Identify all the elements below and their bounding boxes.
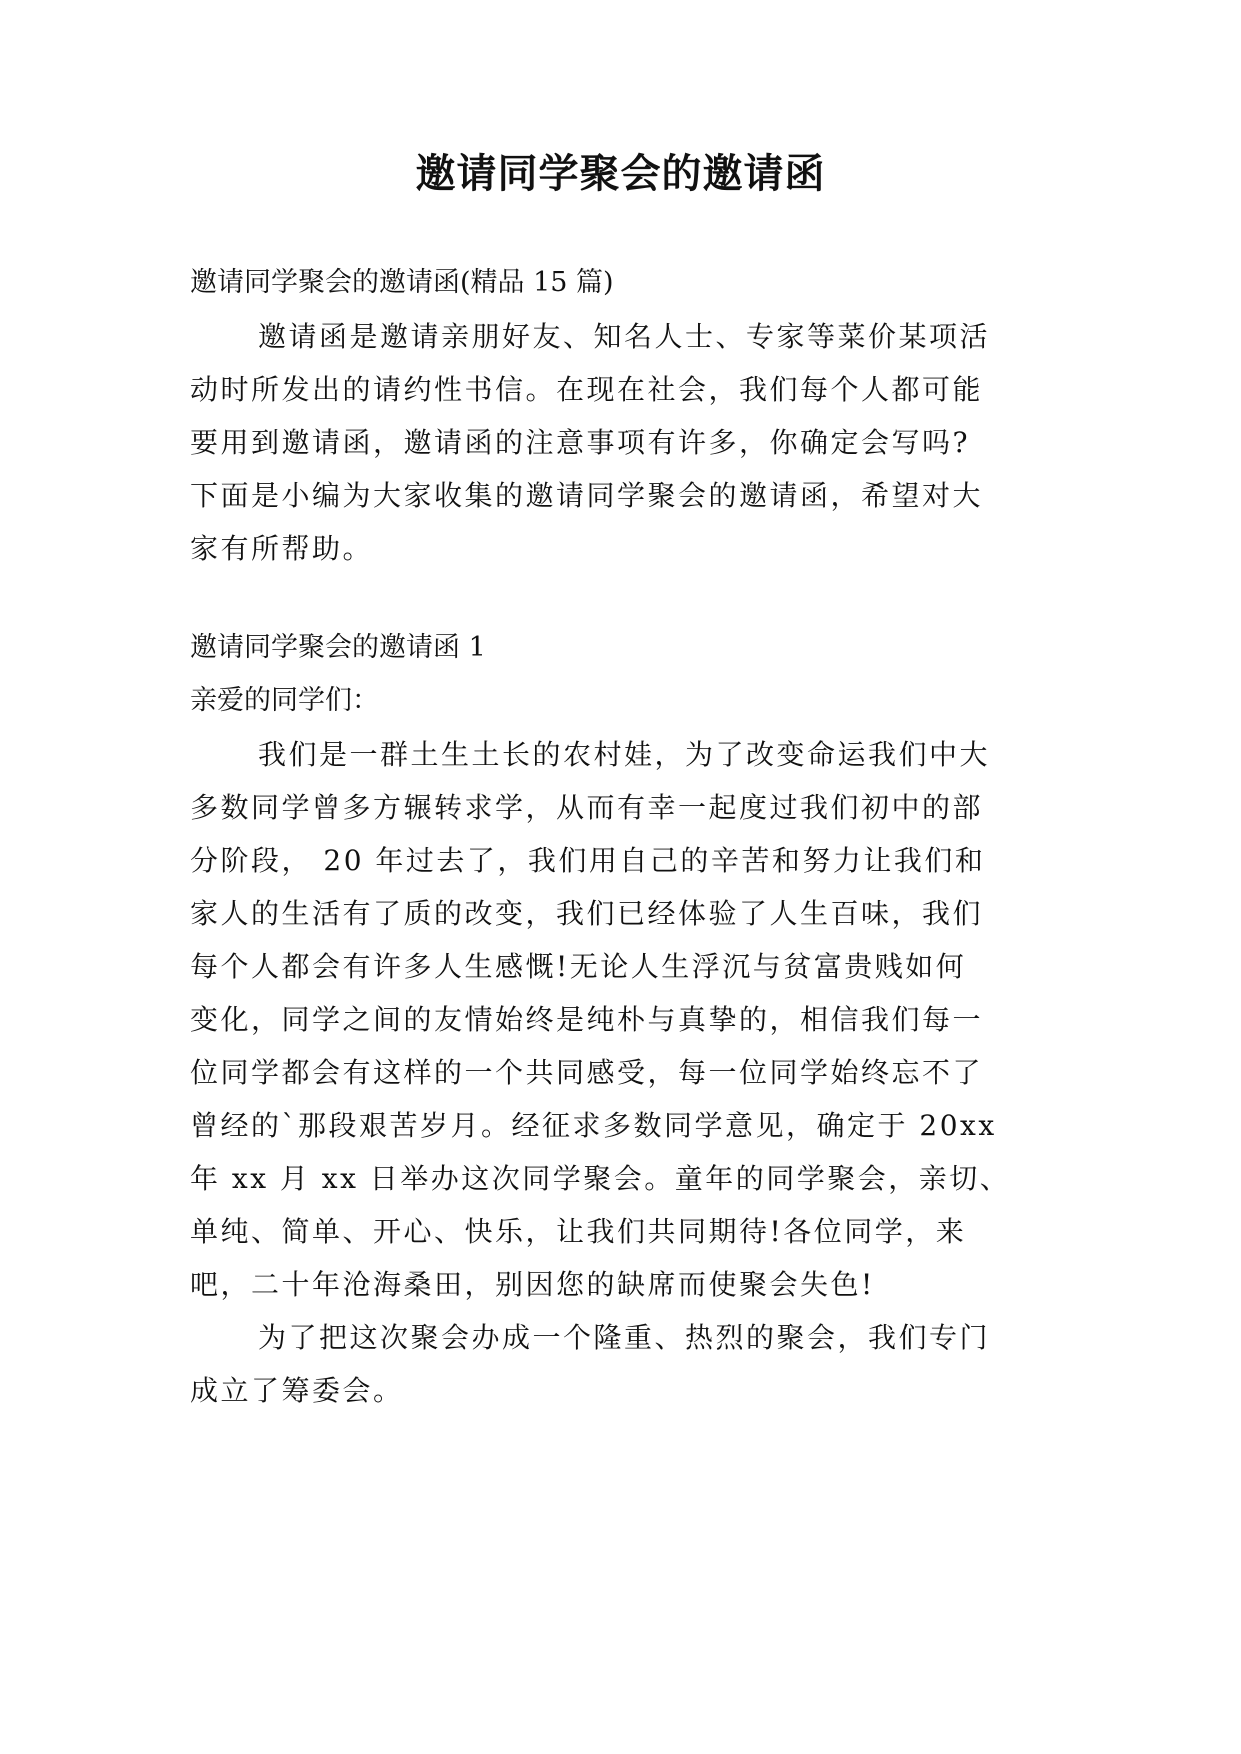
section-heading: 邀请同学聚会的邀请函 1 [190,632,486,663]
intro-paragraph-line: 要用到邀请函，邀请函的注意事项有许多，你确定会写吗? [190,426,971,459]
intro-paragraph-line: 家有所帮助。 [190,532,374,565]
body-paragraph-line: 吧，二十年沧海桑田，别因您的缺席而使聚会失色! [190,1268,875,1301]
body-paragraph-line: 变化，同学之间的友情始终是纯朴与真挚的，相信我们每一 [190,1003,984,1036]
salutation: 亲爱的同学们： [190,685,379,716]
body-paragraph-line: 我们是一群土生土长的农村娃，为了改变命运我们中大 [258,738,991,771]
body-paragraph-line: 每个人都会有许多人生感慨!无论人生浮沉与贫富贵贱如何 [190,950,967,983]
document-title: 邀请同学聚会的邀请函 [415,151,826,197]
body-paragraph-line: 多数同学曾多方辗转求学，从而有幸一起度过我们初中的部 [190,791,984,824]
body-paragraph-line: 曾经的`那段艰苦岁月。经征求多数同学意见，确定于 20xx [190,1109,997,1142]
intro-paragraph-line: 下面是小编为大家收集的邀请同学聚会的邀请函，希望对大 [190,479,984,512]
intro-paragraph-line: 动时所发出的请约性书信。在现在社会，我们每个人都可能 [190,373,984,406]
body-paragraph-line: 家人的生活有了质的改变，我们已经体验了人生百味，我们 [190,897,984,930]
closing-paragraph-line: 成立了筹委会。 [190,1374,404,1407]
body-paragraph-line: 分阶段， 20 年过去了，我们用自己的辛苦和努力让我们和 [190,844,986,877]
document-subtitle: 邀请同学聚会的邀请函(精品 15 篇) [190,267,614,298]
body-paragraph-line: 年 xx 月 xx 日举办这次同学聚会。童年的同学聚会，亲切、 [190,1162,1011,1195]
intro-paragraph-line: 邀请函是邀请亲朋好友、知名人士、专家等菜价某项活 [258,320,991,353]
body-paragraph-line: 单纯、简单、开心、快乐，让我们共同期待!各位同学，来 [190,1215,967,1248]
body-paragraph-line: 位同学都会有这样的一个共同感受，每一位同学始终忘不了 [190,1056,984,1089]
closing-paragraph-line: 为了把这次聚会办成一个隆重、热烈的聚会，我们专门 [258,1321,991,1354]
